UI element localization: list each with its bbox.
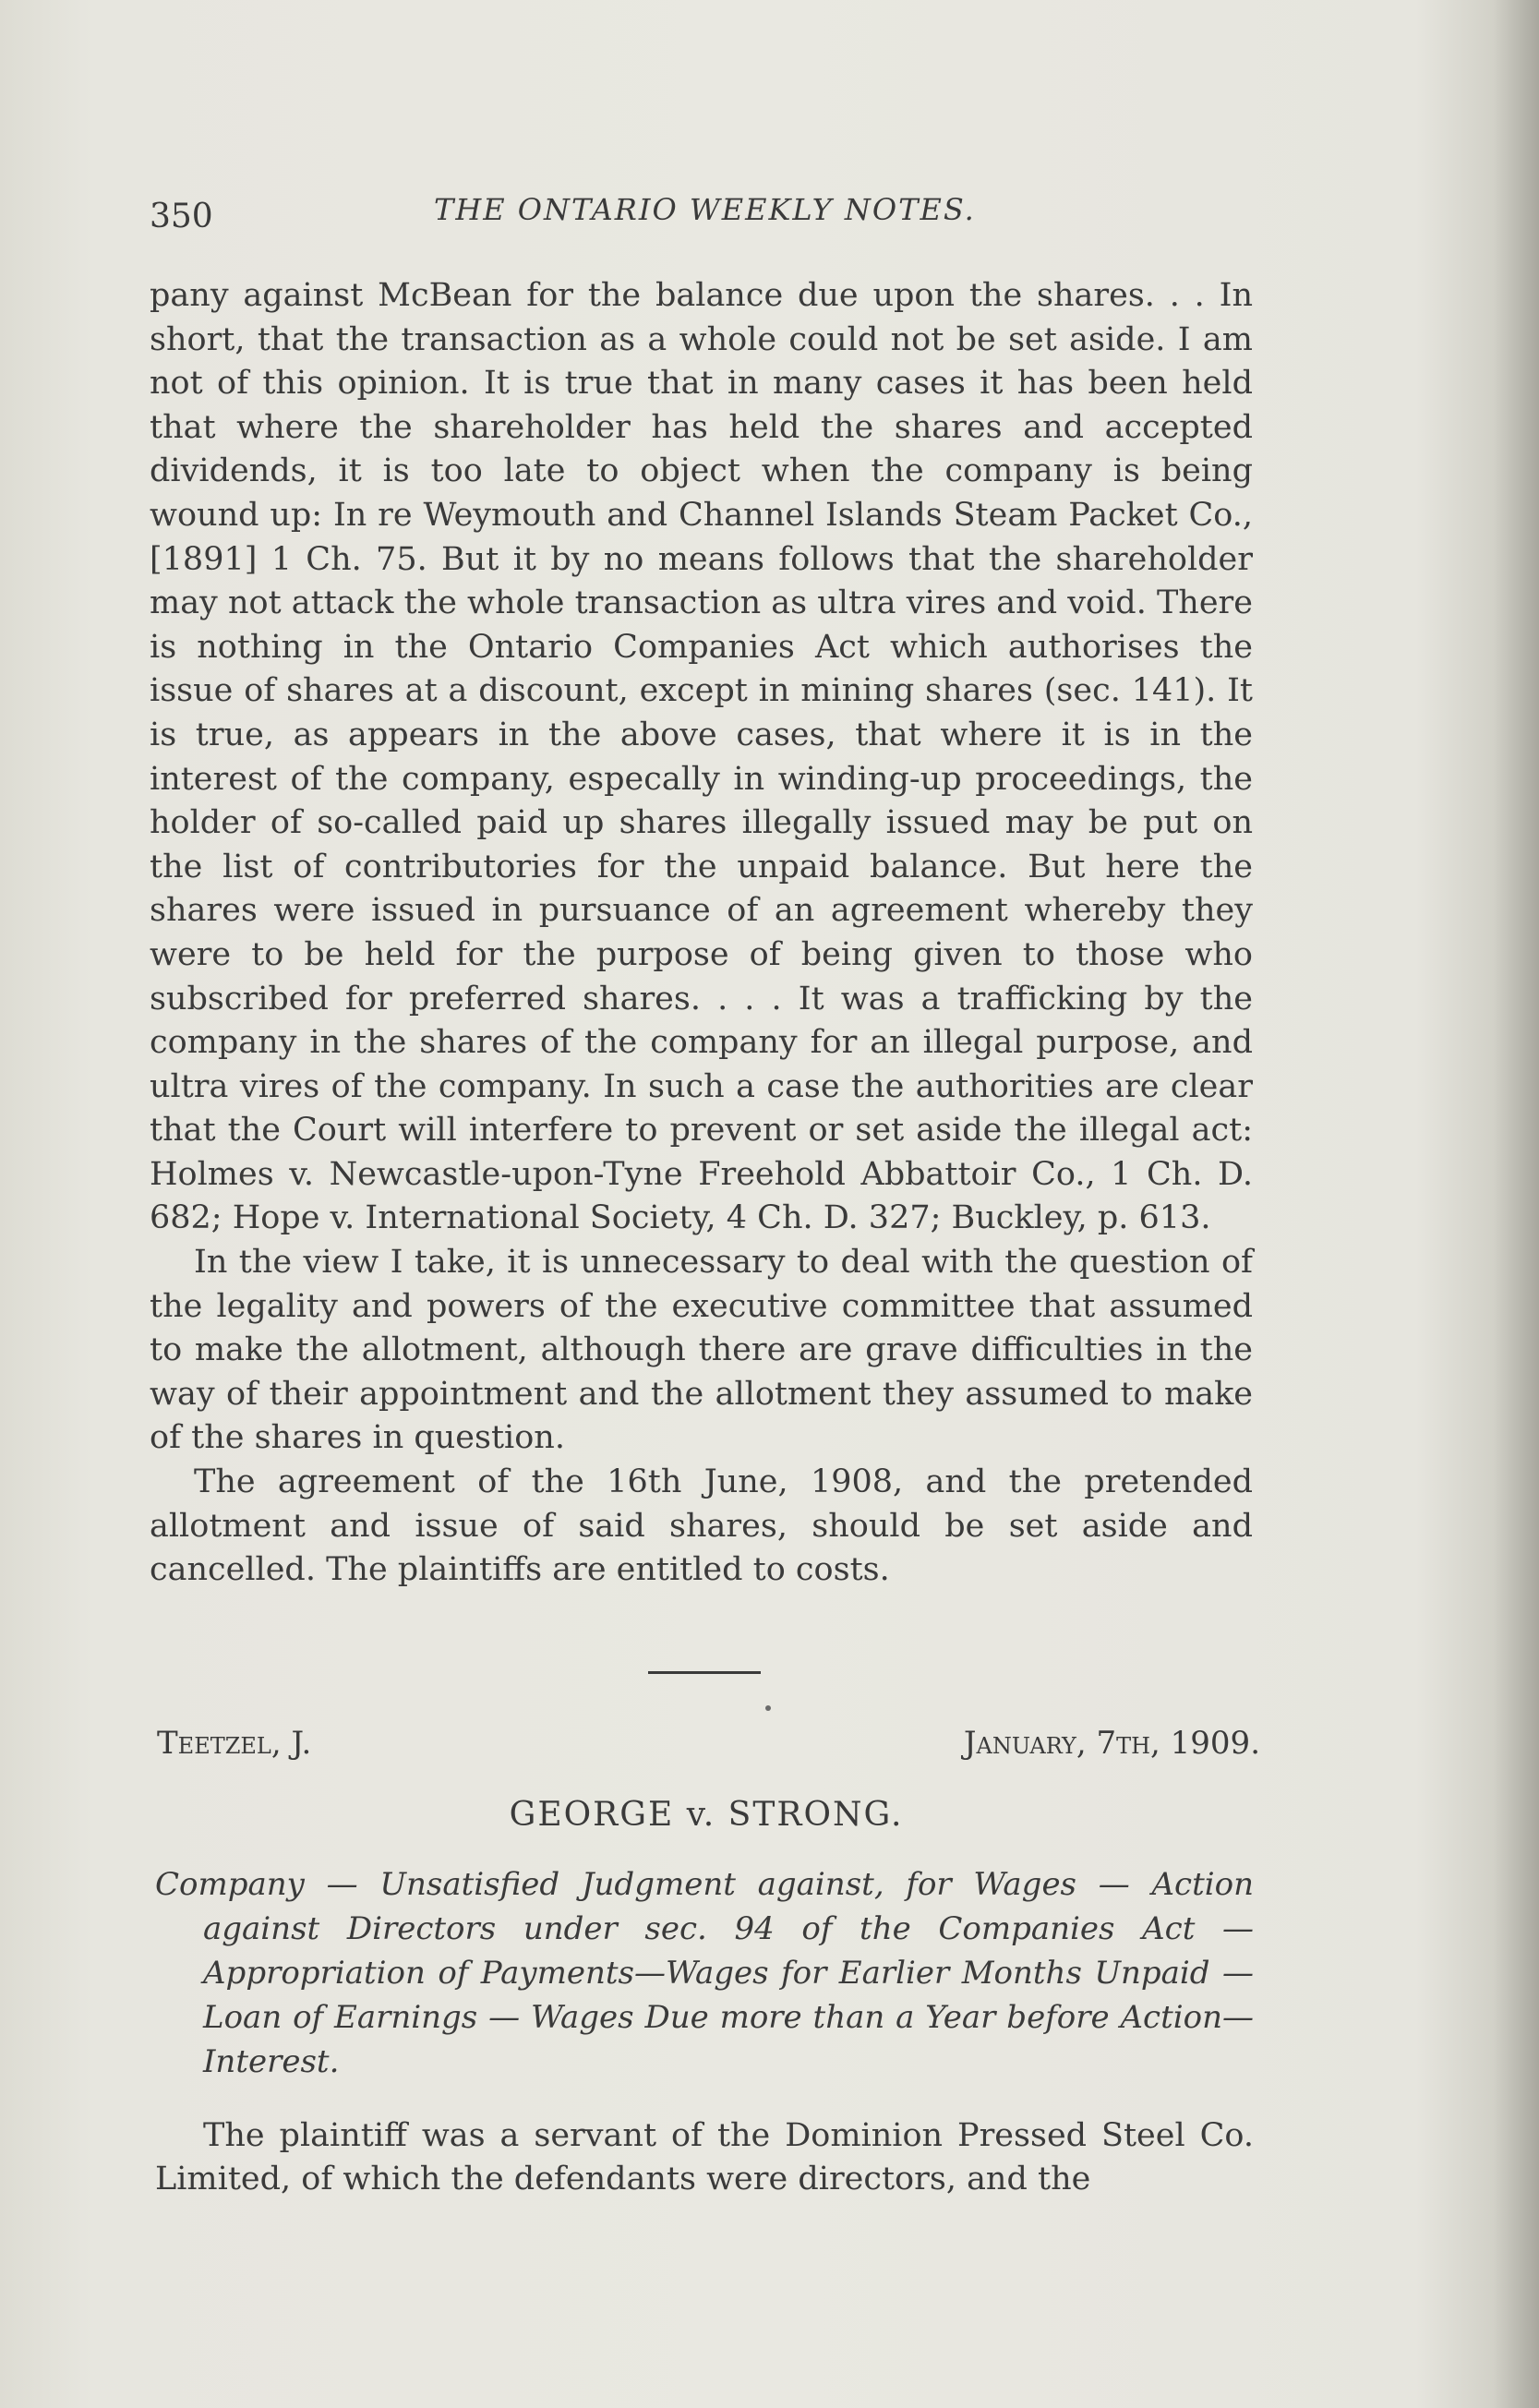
- page-number: 350: [150, 198, 213, 235]
- headnote-text: Company — Unsatisfied Judgment against, for Wages — Action against Directors under sec. 94 of the Companies Act — Appropriation of Payments—Wages for Earlier Months Unpaid —Loan of Earnings — Wages Due more than a Year before Action—Interest.: [155, 1866, 1254, 2080]
- ink-speck: [765, 1705, 771, 1711]
- case-title: GEORGE v. STRONG.: [509, 1796, 904, 1834]
- page-header: [0, 185, 1539, 240]
- paragraph: The plaintiff was a servant of the Dominion Pressed Steel Co. Limited, of which the defendants were directors, and the: [155, 2117, 1254, 2197]
- section-divider: [648, 1671, 761, 1674]
- paragraph: pany against McBean for the balance due upon the shares. . . In short, that the transaction as a whole could not be set aside. I am not of this opinion. It is true that in many cases it has been held that where the shareholder has held the shares and accepted dividends, it is too late to object when the company is being wound up: In re Weymouth and Channel Islands Steam Packet Co., [1891] 1 Ch. 75. But it by no means follows that the shareholder may not attack the whole transaction as ultra vires and void. There is nothing in the Ontario Companies Act which authorises the issue of shares at a discount, except in mining shares (sec. 141). It is true, as appears in the above cases, that where it is in the interest of the company, especally in winding-up proceedings, the holder of so-called paid up shares illegally issued may be put on the list of contributories for the unpaid balance. But here the shares were issued in pursuance of an agreement whereby they were to be held for the purpose of being given to those who subscribed for preferred shares. . . . It was a trafficking by the company in the shares of the company for an illegal purpose, and ultra vires of the company. In such a case the authorities are clear that the Court will interfere to prevent or set aside the illegal act: Holmes v. Newcastle-upon-Tyne Freehold Abbattoir Co., 1 Ch. D. 682; Hope v. International Society, 4 Ch. D. 327; Buckley, p. 613.: [150, 277, 1253, 1237]
- judgment-date: January, 7th, 1909.: [963, 1725, 1260, 1762]
- judge-name: Teetzel, J.: [157, 1725, 312, 1762]
- paragraph: The agreement of the 16th June, 1908, and the pretended allotment and issue of said shares, should be set aside and cancelled. The plaintiffs are entitled to costs.: [150, 1463, 1253, 1589]
- running-title: THE ONTARIO WEEKLY NOTES.: [434, 192, 976, 227]
- paragraph: In the view I take, it is unnecessary to deal with the question of the legality and powers of the executive committee that assumed to make the allotment, although there are grave difficulties in the way of their appointment and the allotment they assumed to make of the shares in question.: [150, 1244, 1253, 1457]
- headnote: [155, 1862, 1254, 2084]
- opinion-text: [150, 274, 1253, 1593]
- case-intro: [155, 2114, 1254, 2201]
